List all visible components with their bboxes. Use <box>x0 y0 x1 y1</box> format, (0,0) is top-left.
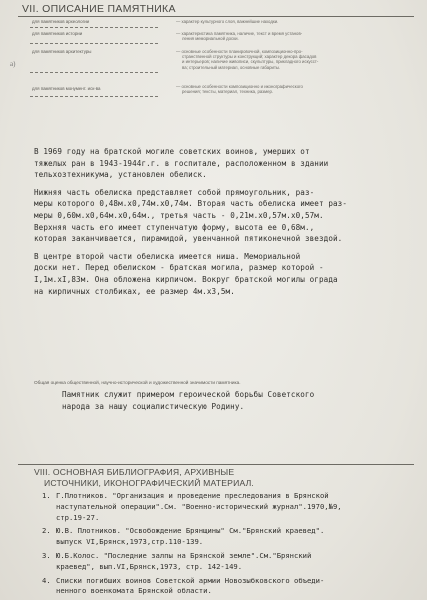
row-label-architecture: для памятников архитектуры <box>32 49 92 54</box>
bibliography-item: 3. Ю.Б.Колос. "Последние залпы на Брянской земле".См."Брянский краевед", вып.VI,Брянск,1973, стр. 142-149. <box>42 550 312 571</box>
row-label-history: для памятников истории <box>32 31 83 36</box>
row-divider <box>30 43 158 44</box>
row-desc-monument: — основные особенности композиционно и иконографического решения; тексты, материал, техника, размер. <box>176 84 303 95</box>
section-title: VII. ОПИСАНИЕ ПАМЯТНИКА <box>22 3 176 15</box>
row-label-monument: для памятников монумент. иск-ва <box>32 86 101 91</box>
bibliography-item: 2. Ю.В. Плотников. "Освобождение Брянщины" См."Брянский краевед". выпуск VI,Брянск,1973,стр.110-139. <box>42 526 325 547</box>
header-rule <box>18 16 414 17</box>
bibliography-list <box>42 491 342 597</box>
bibliography-title: VIII. ОСНОВНАЯ БИБЛИОГРАФИЯ, АРХИВНЫЕ ИСТОЧНИКИ, ИКОНОГРАФИЧЕСКИЙ МАТЕРИАЛ. <box>34 467 255 488</box>
row-desc-architecture: — основные особенности планировочной, композиционно-про- странственной структуры и конструкций; характер декора фасадов и интерьеров; наличие живописи, скульптуры, прикладного искусст- ва; строительный материал, основные габариты. <box>176 49 319 70</box>
row-label-archaeology: для памятников археологии <box>32 19 90 24</box>
margin-mark: а) <box>10 60 16 68</box>
row-divider <box>30 72 158 73</box>
row-desc-history: — характеристика памятника, наличие, текст и время установ- ления мемориальной доски. <box>176 31 303 42</box>
row-desc-archaeology: — характер культурного слоя, важнейшие находки. <box>176 19 279 24</box>
section-rule <box>18 464 414 465</box>
monument-description: В 1969 году на братской могиле советских воинов, умерших от тяжелых ран в 1943-1944г.г. в госпитале, расположенном в здании тельхозтехникума, установлен обелиск. Нижняя часть обелиска представляет собой прямоугольник, раз- меры которого 0,48м.х0,74м.х0,74м. Вторая часть обелиска имеет раз- меры 0,60м.х0,64м.х0,64м., третья часть - 0,21м.х0,57м.х0,57м. Верхняя часть его имеет ступенчатую форму, высота ее 0,68м., которая заканчивается, пирамидой, увенчанной пятиконечной звездой. В центре второй части обелиска имеется ниша. Мемориальной доски нет. Перед обелиском - братская могила, размер которой - I,1м.хI,83м. Она обложена кирпичом. Вокруг братской могилы ограда на кирпичных столбиках, ее размер 4м.х3,5м. <box>34 147 348 296</box>
bibliography-item: 1. Г.Плотников. "Организация и проведение преследования в Брянской наступательной операции".См. "Военно-исторический журнал".1970,№9, стр.19-27. <box>42 491 342 522</box>
row-divider <box>30 96 158 97</box>
significance-heading: Общая оценка общественной, научно-исторической и художественной значимости памятника. <box>34 380 241 385</box>
row-divider <box>30 27 158 28</box>
bibliography-item: 4. Списки погибших воинов Советской армии Новозыбковского объеди- ненного военкомата Брянской области. <box>42 575 325 596</box>
significance-text: Памятник служит примером героической борьбы Советского народа за нашу социалистическую Родину. <box>62 390 315 411</box>
